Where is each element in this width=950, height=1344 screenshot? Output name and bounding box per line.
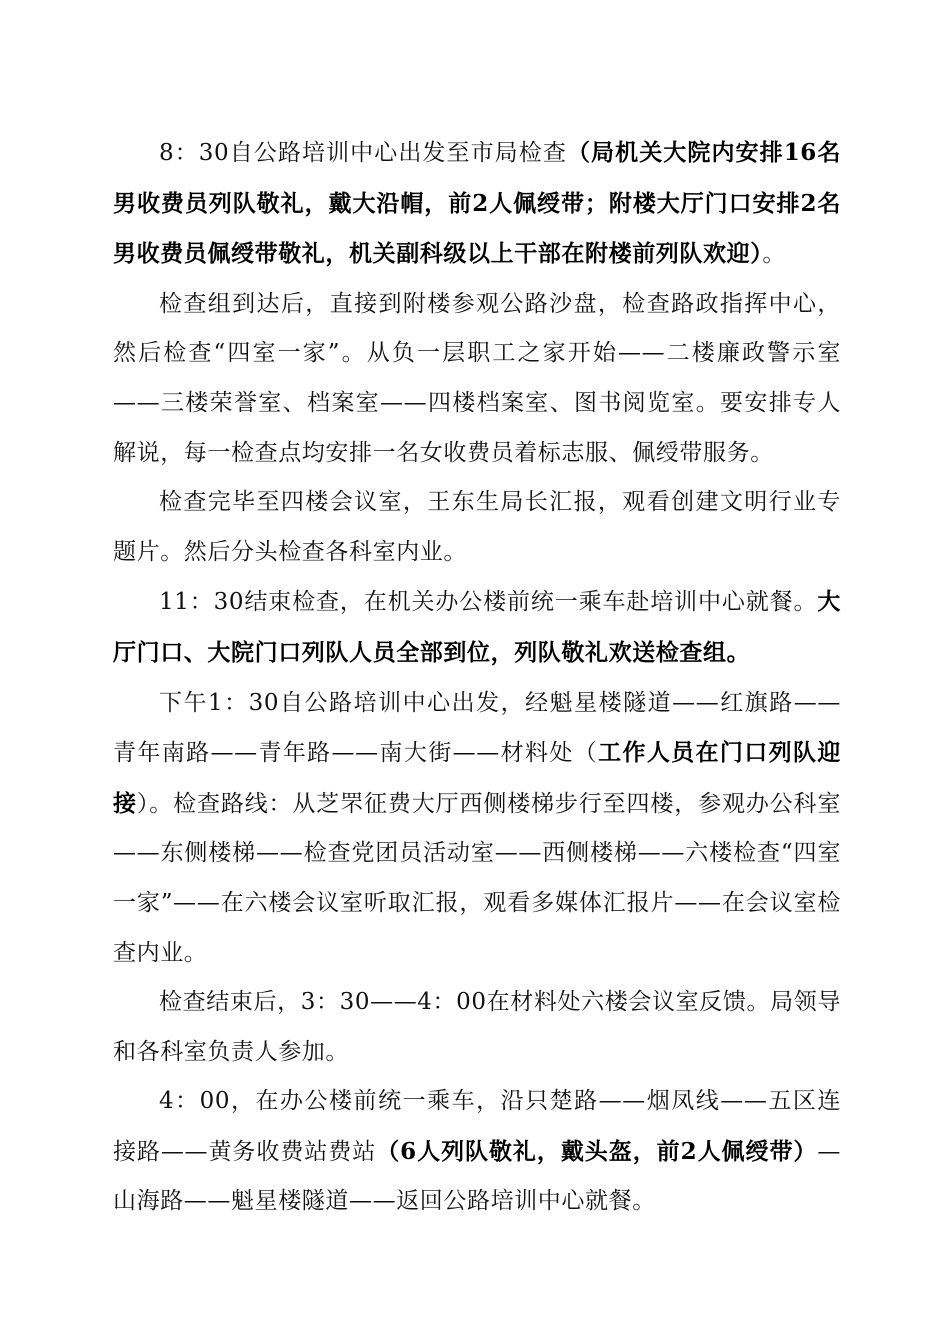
- document-body: [113, 128, 841, 1227]
- text-segment: 8：30自公路培训中心出发至市局检查: [159, 140, 567, 166]
- text-segment: 。: [762, 241, 786, 268]
- text-segment: 检查结束后，3：30——4：00在材料处六楼会议室反馈。局领导和各科室负责人参加。: [113, 989, 841, 1065]
- text-segment: ）。检查路线：从芝罘征费大厅西侧楼梯步行至四楼，参观办公科室——东侧楼梯——检查党团员活动室——西侧楼梯——六楼检查“四室一家”——在六楼会议室听取汇报，观看多媒体汇报片——在会议室检查内业。: [113, 790, 842, 966]
- paragraph-inspection-route: [113, 280, 841, 478]
- text-segment: 11：30结束检查，在机关办公楼前统一乘车赴培训中心就餐。: [159, 589, 818, 616]
- text-segment: 检查完毕至四楼会议室，王东生局长汇报，观看创建文明行业专题片。然后分头检查各科室内业。: [113, 489, 841, 565]
- paragraph-end-inspection: [113, 577, 841, 678]
- bold-segment: （6人列队敬礼，戴头盔，前2人佩绶带）: [376, 1137, 818, 1165]
- bold-segment: 工作人员在门口列队迎接: [113, 739, 842, 817]
- bold-segment: 大厅门口、大院门口列队人员全部到位，列队敬礼欢送检查组。: [113, 588, 841, 666]
- paragraph-feedback: [113, 978, 841, 1077]
- paragraph-morning-departure: [113, 128, 841, 280]
- paragraph-return-route: [113, 1077, 841, 1227]
- paragraph-afternoon-route: [113, 679, 841, 979]
- text-segment: 下午1：30自公路培训中心出发，经魁星楼隧道——红旗路——青年南路——青年路——南大街——材料处（: [113, 689, 841, 767]
- bold-segment: （局机关大院内安排16名男收费员列队敬礼，戴大沿帽，前2人佩绶带；附楼大厅门口安排2名男收费员佩绶带敬礼，机关副科级以上干部在附楼前列队欢迎）: [113, 139, 841, 268]
- text-segment: —山海路——魁星楼隧道——返回公路培训中心就餐。: [113, 1138, 841, 1215]
- text-segment: 4：00，在办公楼前统一乘车，沿只楚路——烟凤线——五区连接路——黄务收费站费站: [113, 1088, 841, 1165]
- paragraph-meeting-report: [113, 478, 841, 577]
- text-segment: 检查组到达后，直接到附楼参观公路沙盘，检查路政指挥中心，然后检查“四室一家”。从负一层职工之家开始——二楼廉政警示室——三楼荣誉室、档案室——四楼档案室、图书阅览室。要安排专人解说，每一检查点均安排一名女收费员着标志服、佩绶带服务。: [113, 290, 841, 466]
